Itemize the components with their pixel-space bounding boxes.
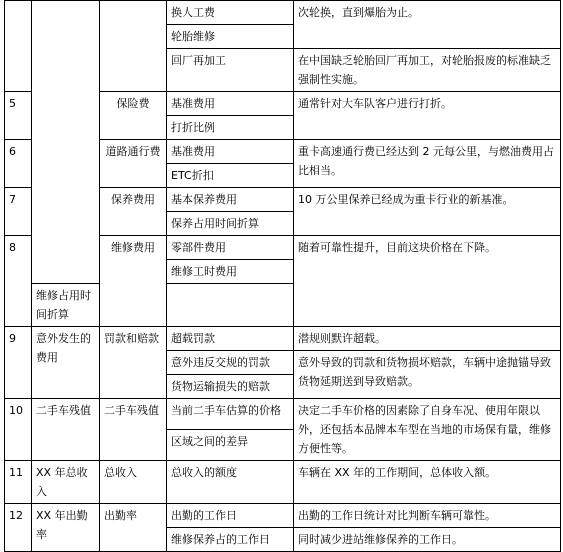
note-cell: 重卡高速通行费已经达到 2 元每公里，与燃油费用占比相当。 bbox=[294, 140, 561, 188]
number-cell: 8 bbox=[5, 236, 32, 327]
number-cell: 12 bbox=[5, 504, 32, 552]
category-cell: 意外发生的费用 bbox=[32, 327, 100, 399]
table-row bbox=[5, 504, 561, 528]
sub-category-cell: 总收入 bbox=[100, 461, 167, 504]
item-cell: 基准费用 bbox=[167, 140, 294, 164]
sub-category-cell: 二手车残值 bbox=[100, 399, 167, 461]
sub-category-cell: 保险费 bbox=[100, 92, 167, 140]
item-cell: 出勤的工作日 bbox=[167, 504, 294, 528]
table-row bbox=[5, 461, 561, 504]
sub-category-cell: 罚款和赔款 bbox=[100, 327, 167, 399]
item-cell: 意外违反交规的罚款 bbox=[167, 351, 294, 375]
item-cell: 总收入的额度 bbox=[167, 461, 294, 504]
number-cell bbox=[5, 1, 32, 92]
item-cell: 维修工时费用 bbox=[167, 260, 294, 284]
note-text: 次轮换，直到爆胎为止。 bbox=[298, 6, 419, 19]
category-cell: XX 年总收入 bbox=[32, 461, 100, 504]
sub-category-cell: 出勤率 bbox=[100, 504, 167, 552]
item-cell: 打折比例 bbox=[167, 116, 294, 140]
item-cell: ETC折扣 bbox=[167, 164, 294, 188]
item-cell: 回厂再加工 bbox=[167, 49, 294, 92]
note-cell: 在中国缺乏轮胎回厂再加工，对轮胎报废的标准缺乏强制性实施。 bbox=[294, 49, 561, 92]
note-cell: 同时减少进站维修保养的工作日。 bbox=[294, 528, 561, 552]
table-row bbox=[5, 399, 561, 430]
number-cell: 7 bbox=[5, 188, 32, 236]
table-row bbox=[5, 327, 561, 351]
number-cell: 9 bbox=[5, 327, 32, 399]
number-cell: 11 bbox=[5, 461, 32, 504]
item-cell: 零部件费用 bbox=[167, 236, 294, 260]
sub-category-cell: 保养费用 bbox=[100, 188, 167, 236]
item-cell: 超载罚款 bbox=[167, 327, 294, 351]
item-cell: 维修占用时间折算 bbox=[32, 284, 100, 327]
category-cell: 二手车残值 bbox=[32, 399, 100, 461]
sub-category-cell: 道路通行费 bbox=[100, 140, 167, 188]
note-cell: 通常针对大车队客户进行打折。 bbox=[294, 92, 561, 140]
item-cell: 轮胎维修 bbox=[167, 25, 294, 49]
category-cell bbox=[32, 1, 100, 284]
number-cell: 6 bbox=[5, 140, 32, 188]
item-cell: 货物运输损失的赔款 bbox=[167, 375, 294, 399]
note-cell: 随着可靠性提升，目前这块价格在下降。 bbox=[294, 236, 561, 327]
number-cell: 10 bbox=[5, 399, 32, 461]
note-cell: 车辆在 XX 年的工作期间，总体收入额。 bbox=[294, 461, 561, 504]
note-cell: 出勤的工作日统计对比判断车辆可靠性。 bbox=[294, 504, 561, 528]
note-cell: 决定二手车价格的因素除了自身车况、使用年限以外，还包括本品牌本车型在当地的市场保有量，维修方便性等。 bbox=[294, 399, 561, 461]
cost-table-sheet bbox=[4, 0, 560, 552]
note-cell bbox=[294, 1, 561, 49]
cost-table bbox=[4, 0, 561, 552]
table-row bbox=[5, 1, 561, 25]
category-cell: XX 年出勤率 bbox=[32, 504, 100, 552]
item-cell: 保养占用时间折算 bbox=[167, 212, 294, 236]
item-cell: 基准费用 bbox=[167, 92, 294, 116]
item-cell: 换人工费 bbox=[167, 1, 294, 25]
number-cell: 5 bbox=[5, 92, 32, 140]
item-cell: 当前二手车估算的价格 bbox=[167, 399, 294, 430]
item-cell: 维修保养占的工作日 bbox=[167, 528, 294, 552]
sub-category-cell: 维修费用 bbox=[100, 236, 167, 327]
note-cell: 意外导致的罚款和货物损坏赔款，车辆中途抛锚导致货物延期送到导致赔款。 bbox=[294, 351, 561, 399]
item-cell: 基本保养费用 bbox=[167, 188, 294, 212]
note-cell: 10 万公里保养已经成为重卡行业的新基准。 bbox=[294, 188, 561, 236]
note-cell: 潜规则默许超载。 bbox=[294, 327, 561, 351]
item-cell: 区域之间的差异 bbox=[167, 430, 294, 461]
sub-category-cell bbox=[100, 1, 167, 92]
